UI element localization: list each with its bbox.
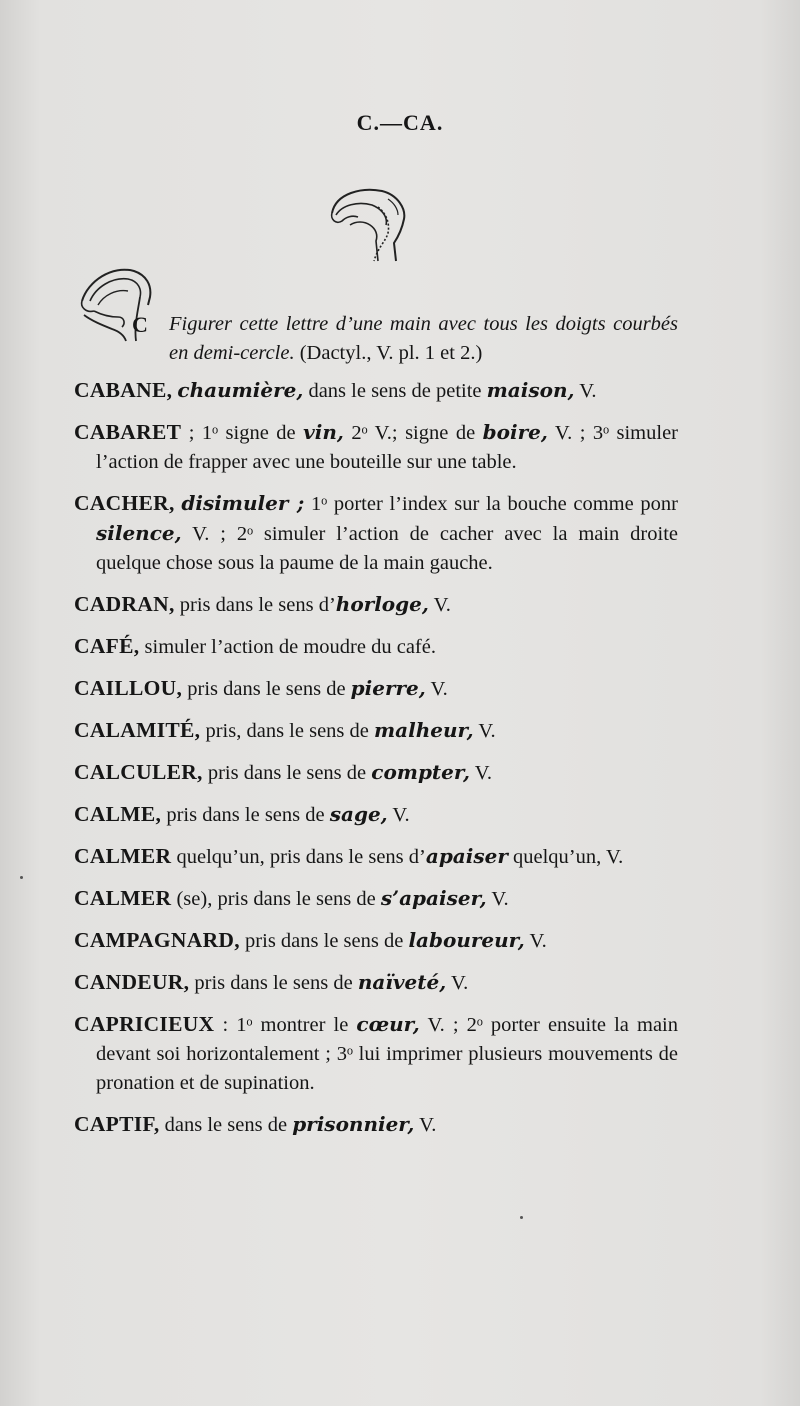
entry-definition: pris dans le sens de — [161, 804, 330, 826]
dictionary-entry — [74, 632, 678, 662]
entry-cross-reference: malheur, — [374, 718, 474, 742]
entry-headword: CANDEUR, — [74, 970, 190, 994]
page-header: C.—CA. — [356, 110, 444, 135]
entry-headword: CABANE, — [74, 378, 173, 402]
entry-headword: CALME, — [74, 802, 162, 826]
entry-cross-reference: horloge, — [335, 592, 429, 616]
entry-cross-reference: prisonnier, — [292, 1112, 415, 1136]
entry-definition: simuler l’action de moudre du café. — [139, 636, 436, 658]
entry-definition: V. ; 2ᵒ simuler l’action de cacher avec la main droite quelque chose sous la paume de la main gauche. — [96, 523, 678, 574]
entry-headword: CADRAN, — [74, 592, 175, 616]
dictionary-entry — [74, 674, 678, 704]
dictionary-entry — [74, 418, 678, 477]
entry-definition: pris dans le sens de — [239, 930, 409, 952]
entry-cross-reference: boire, — [482, 420, 548, 444]
entry-list — [74, 376, 678, 1140]
entry-headword: CALCULER, — [74, 760, 203, 784]
print-speck — [520, 1216, 523, 1219]
entry-definition: ; 1ᵒ signe de — [181, 422, 304, 444]
entry-cross-reference: vin, — [303, 420, 344, 444]
entry-definition: 2ᵒ V.; signe de — [343, 422, 483, 444]
entry-headword: CAFÉ, — [74, 634, 140, 658]
entry-definition: (se), pris dans le sens de — [171, 888, 381, 910]
entry-definition: V. — [387, 804, 410, 826]
dictionary-entry — [74, 926, 678, 956]
entry-letter-c — [74, 310, 678, 368]
entry-cross-reference: maison, — [486, 378, 575, 402]
entry-definition: V. — [428, 594, 451, 616]
dictionary-entry — [74, 842, 678, 872]
entry-definition: V. ; 2ᵒ porter ensuite la main devant soi horizontalement ; 3ᵒ lui imprimer plusieurs mouvements de pronation et de supination. — [96, 1014, 678, 1094]
entry-cross-reference: silence, — [96, 521, 182, 545]
entry-headword: CAMPAGNARD, — [74, 928, 240, 952]
entry-definition: : 1ᵒ montrer le — [214, 1014, 357, 1036]
entry-definition: pris dans le sens de — [182, 678, 351, 700]
entry-definition: V. — [414, 1114, 437, 1136]
entry-definition: V. — [446, 972, 469, 994]
entry-headword: CALAMITÉ, — [74, 718, 201, 742]
dictionary-entry — [74, 968, 678, 998]
c-hand-illustration-right — [322, 185, 422, 265]
entry-cross-reference: compter, — [371, 760, 470, 784]
dictionary-entries — [74, 310, 678, 1152]
entry-cross-reference: chaumière, — [177, 378, 304, 402]
entry-definition: pris dans le sens de — [202, 762, 372, 784]
entry-headword: CAPRICIEUX — [74, 1012, 215, 1036]
entry-definition: pris, dans le sens de — [200, 720, 374, 742]
entry-cross-reference: sage, — [329, 802, 388, 826]
dictionary-entry — [74, 590, 678, 620]
entry-definition-italic: Figurer cette lettre d’une main avec tous les doigts courbés en demi-cercle. — [169, 313, 678, 364]
entry-cross-reference: disimuler ; — [181, 491, 305, 515]
entry-definition: quelqu’un, pris dans le sens d’ — [171, 846, 426, 868]
entry-definition: V. — [524, 930, 547, 952]
print-speck — [20, 876, 23, 879]
entry-cross-reference: cœur, — [356, 1012, 420, 1036]
dictionary-entry — [74, 800, 678, 830]
entry-definition: pris dans le sens d’ — [174, 594, 336, 616]
entry-definition: V. ; 3ᵒ simuler l’action de frapper avec une bouteille sur une table. — [96, 422, 678, 473]
entry-definition: V. — [425, 678, 448, 700]
dictionary-entry — [74, 489, 678, 578]
entry-cross-reference: laboureur, — [408, 928, 525, 952]
entry-definition: quelqu’un, V. — [507, 846, 624, 868]
entry-headword: CABARET — [74, 420, 182, 444]
entry-definition: V. — [473, 720, 496, 742]
entry-cross-reference: apaiser — [425, 844, 508, 868]
dictionary-entry — [74, 376, 678, 406]
entry-definition: V. — [486, 888, 509, 910]
entry-letter: C — [132, 312, 148, 337]
entry-headword: CALMER — [74, 844, 172, 868]
entry-definition: 1ᵒ porter l’index sur la bouche comme ponr — [304, 493, 678, 515]
entry-definition: pris dans le sens de — [189, 972, 358, 994]
entry-definition: dans le sens de petite — [303, 380, 487, 402]
dictionary-entry — [74, 1110, 678, 1140]
entry-headword: CACHER, — [74, 491, 175, 515]
entry-cross-reference: pierre, — [350, 676, 426, 700]
entry-headword: CAPTIF, — [74, 1112, 160, 1136]
dictionary-entry — [74, 758, 678, 788]
entry-cross-reference: naïveté, — [357, 970, 447, 994]
entry-definition: (Dactyl., V. pl. 1 et 2.) — [294, 342, 483, 364]
dictionary-entry — [74, 716, 678, 746]
entry-headword: CALMER — [74, 886, 172, 910]
entry-definition: V. — [574, 380, 597, 402]
entry-headword: CAILLOU, — [74, 676, 183, 700]
bleed-through — [60, 150, 760, 172]
dictionary-entry — [74, 884, 678, 914]
entry-cross-reference: s’apaiser, — [380, 886, 487, 910]
entry-definition: dans le sens de — [159, 1114, 293, 1136]
entry-definition: V. — [469, 762, 492, 784]
dictionary-entry — [74, 1010, 678, 1098]
